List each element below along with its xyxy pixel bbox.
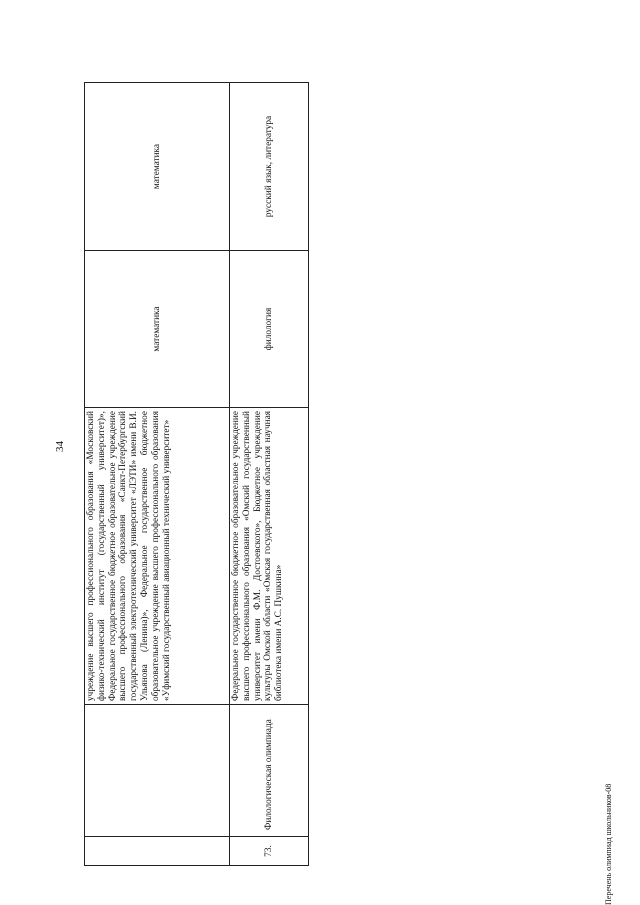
profile: математика bbox=[85, 251, 230, 408]
organizers: учреждение высшего профессионального образования «Московский физико-технический институт (государственный университет)», Федеральное государственное бюджетное образовательное учреждение высшего профессионального образования «Санкт-Петербургский государственный электротехнический университет «ЛЭТИ» имени В.И. Ульянова (Ленина)», Федеральное государственное бюджетное образовательное учреждение высшего профессионального образования «Уфимский государственный авиационный технический университет» bbox=[85, 408, 230, 705]
table-row bbox=[230, 83, 309, 866]
profile: филология bbox=[230, 251, 309, 408]
subject: математика bbox=[85, 83, 230, 251]
olympiad-table bbox=[84, 82, 309, 866]
organizers: Федеральное государственное бюджетное образовательное учреждение высшего профессионального образования «Омский государственный университет имени Ф.М. Достоевского», Бюджетное учреждение культуры Омской области «Омская государственная областная научная библиотека имени А.С. Пушкина» bbox=[230, 408, 309, 705]
table-row bbox=[85, 83, 230, 866]
row-number bbox=[85, 837, 230, 866]
olympiad-name bbox=[85, 705, 230, 837]
olympiad-name: Филологическая олимпиада bbox=[230, 705, 309, 837]
row-number: 73. bbox=[230, 837, 309, 866]
olympiad-table-container bbox=[84, 82, 308, 866]
page-number: 34 bbox=[54, 441, 66, 452]
subject: русский язык, литература bbox=[230, 83, 309, 251]
footer-text: Перечень олимпиад школьников-08 bbox=[604, 783, 613, 905]
